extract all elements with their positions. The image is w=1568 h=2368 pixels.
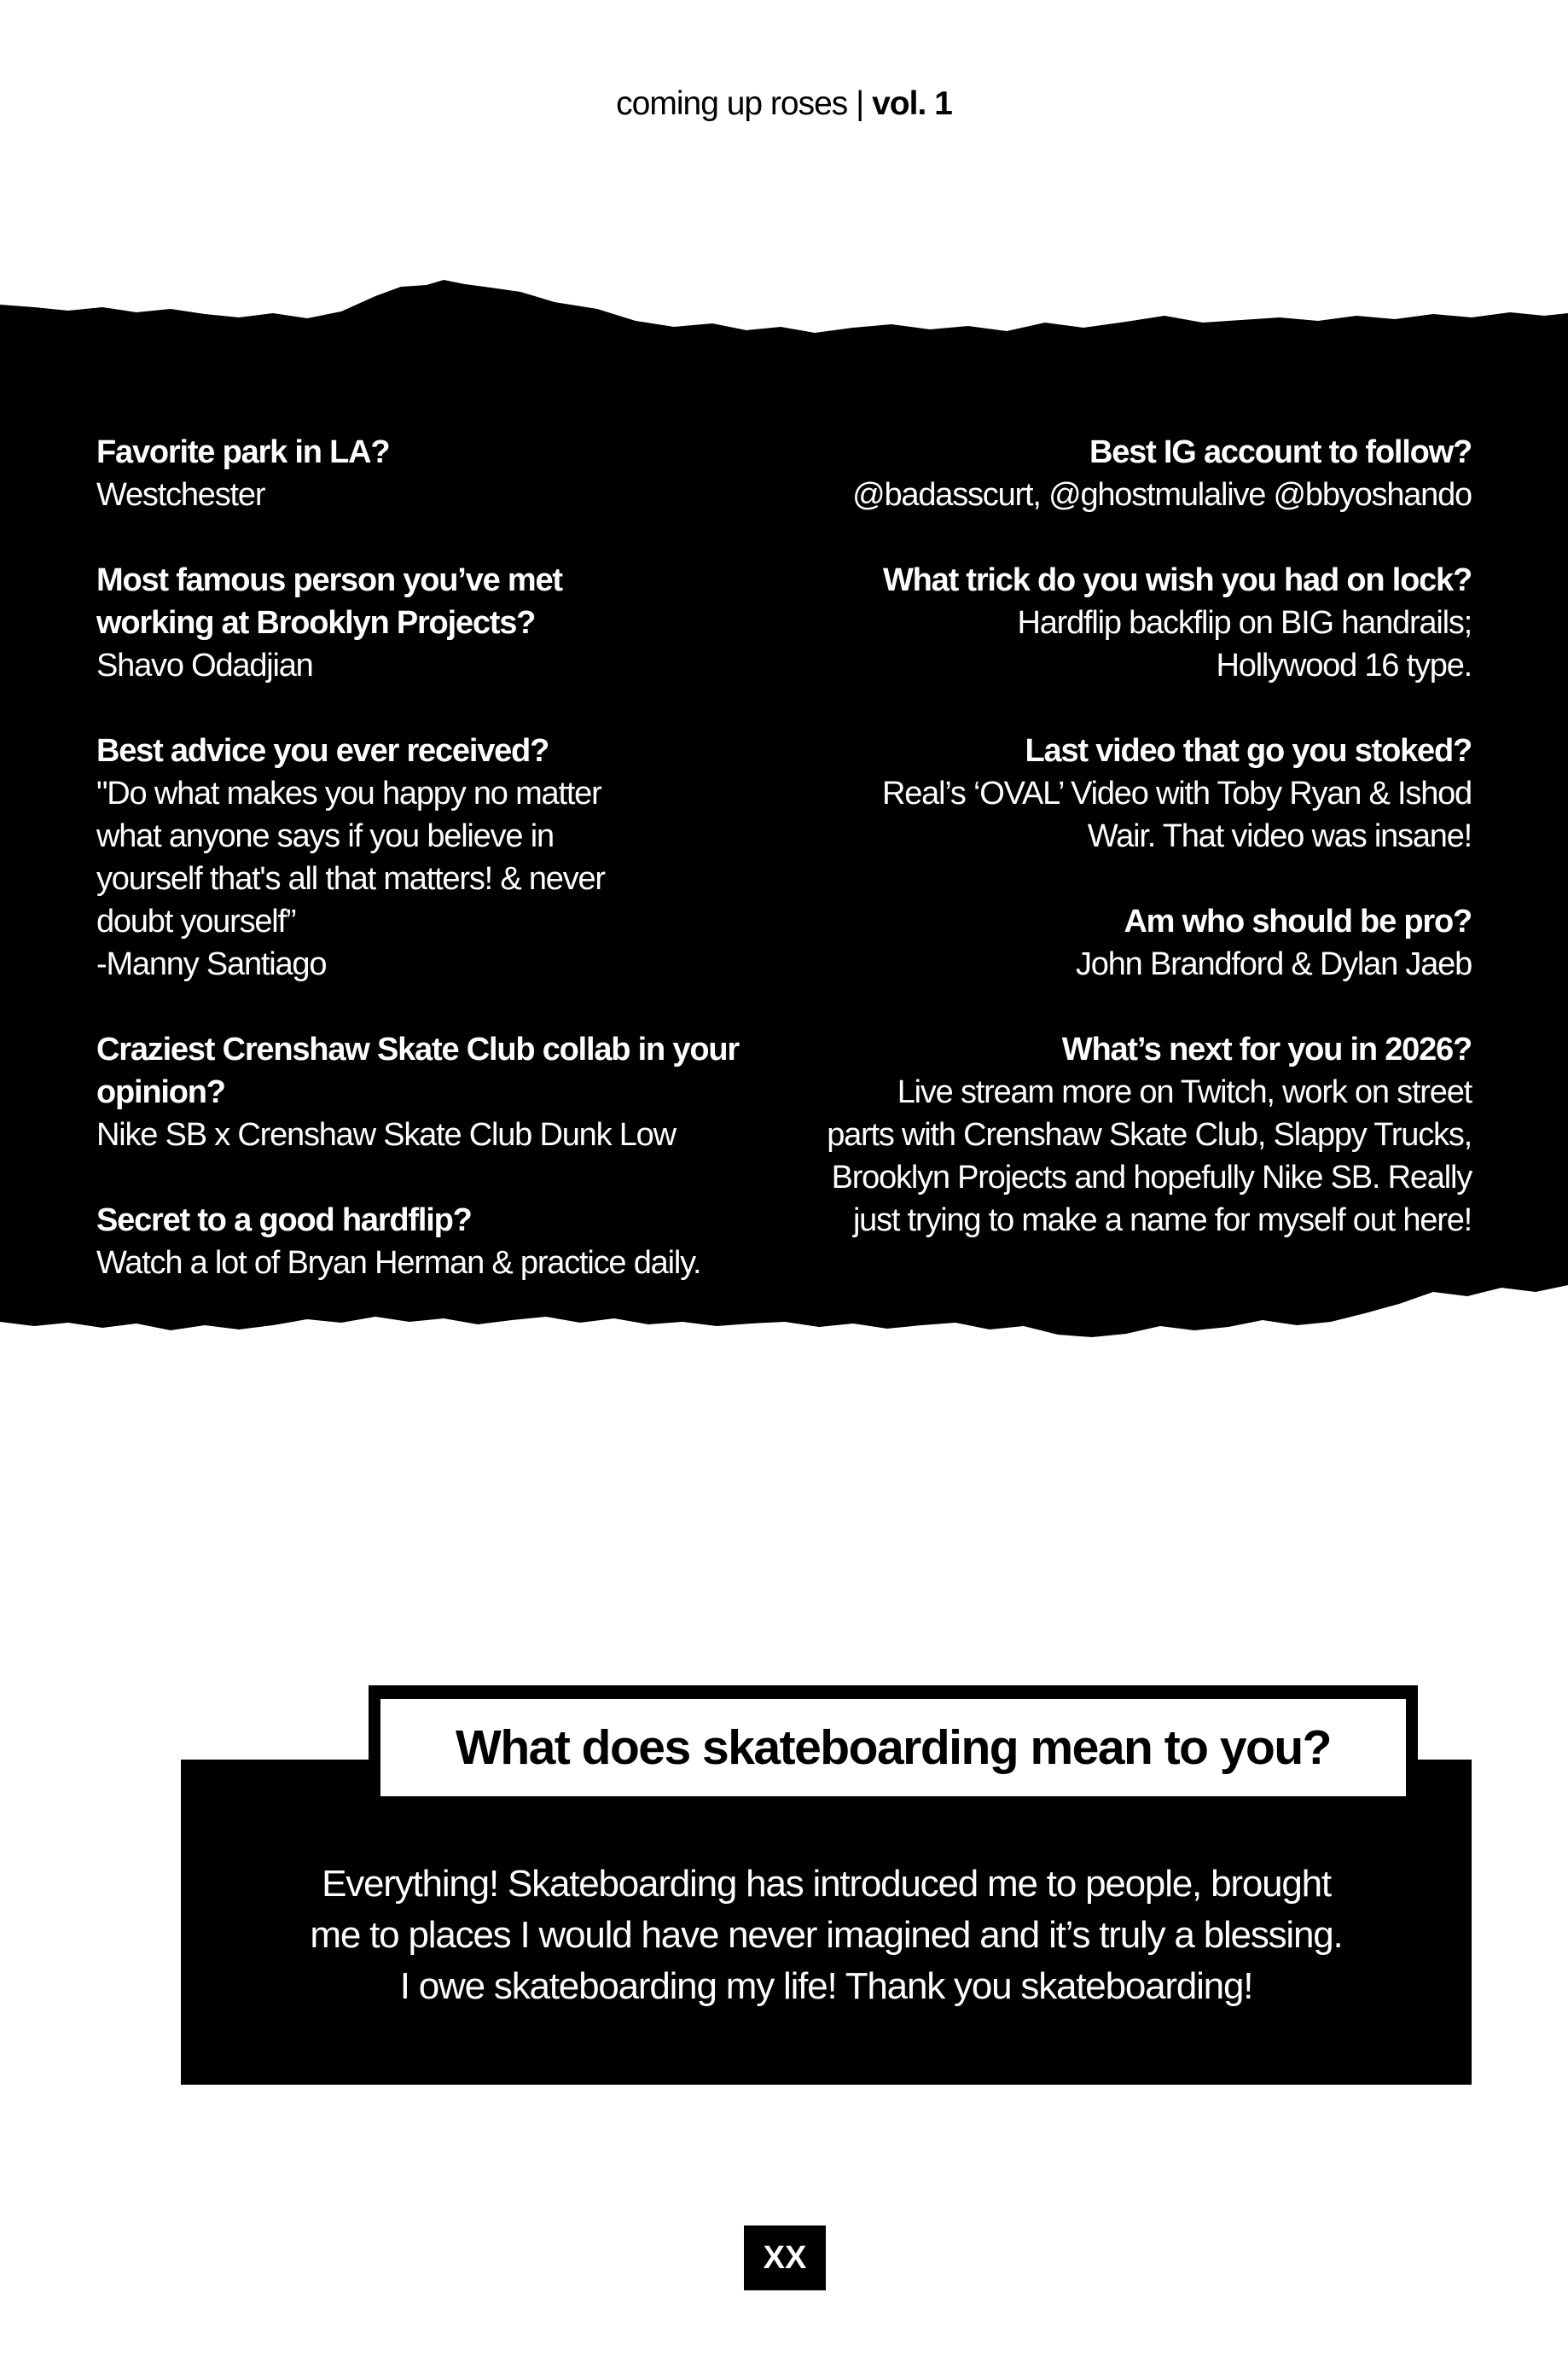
answer: Live stream more on Twitch, work on street parts with Crenshaw Skate Club, Slappy Trucks, Brooklyn Projects and hopefully Nike SB. Really just trying to make a name for myself out here! (827, 1074, 1472, 1238)
answer: Shavo Odadjian (96, 648, 313, 684)
right-qa-column (806, 431, 1472, 1284)
qa-item (823, 1028, 1472, 1242)
answer: Westchester (96, 477, 265, 513)
question: Favorite park in LA? (96, 434, 390, 470)
answer: Real’s ‘OVAL’ Video with Toby Ryan & Ishod Wair. That video was insane! (881, 776, 1472, 854)
qa-item (96, 431, 762, 516)
question: What’s next for you in 2026? (1061, 1032, 1472, 1068)
answer: Nike SB x Crenshaw Skate Club Dunk Low (96, 1117, 676, 1153)
answer: Hardflip backflip on BIG handrails; Hollywood 16 type. (1017, 605, 1472, 684)
answer: @badasscurt, @ghostmulalive @bbyoshando (852, 477, 1472, 513)
page-header (0, 85, 1568, 123)
qa-item (806, 559, 1472, 687)
qa-item (96, 1028, 745, 1156)
answer: Watch a lot of Bryan Herman & practice daily. (96, 1245, 701, 1281)
qa-item (96, 559, 642, 687)
question: Most famous person you’ve met working at Brooklyn Projects? (96, 562, 562, 641)
qa-item (96, 730, 651, 986)
qa-item (823, 730, 1472, 858)
question: Craziest Crenshaw Skate Club collab in your opinion? (96, 1032, 739, 1110)
qa-item (806, 431, 1472, 516)
left-qa-column (96, 431, 762, 1327)
feature-answer: Everything! Skateboarding has introduced me to people, brought me to places I would have never imagined and it’s truly a blessing. I owe skateboarding my life! Thank you skateboarding! (310, 1863, 1343, 2007)
qa-item (96, 1199, 762, 1284)
question: Secret to a good hardflip? (96, 1202, 472, 1238)
page-number: XX (744, 2225, 826, 2290)
question: Best advice you ever received? (96, 733, 549, 769)
feature-question: What does skateboarding mean to you? (380, 1699, 1406, 1796)
question: Best IG account to follow? (1089, 434, 1472, 470)
zine-title: coming up roses | (616, 85, 864, 122)
volume-label: vol. 1 (872, 85, 952, 122)
question: Last video that go you stoked? (1025, 733, 1472, 769)
question: What trick do you wish you had on lock? (882, 562, 1472, 598)
qa-item (806, 900, 1472, 986)
feature-heading-frame (369, 1685, 1418, 1822)
answer: "Do what makes you happy no matter what anyone says if you believe in yourself that's all that matters! & never doubt yourself” -Manny Santiago (96, 776, 605, 982)
answer: John Brandford & Dylan Jaeb (1075, 946, 1472, 982)
question: Am who should be pro? (1124, 904, 1472, 940)
